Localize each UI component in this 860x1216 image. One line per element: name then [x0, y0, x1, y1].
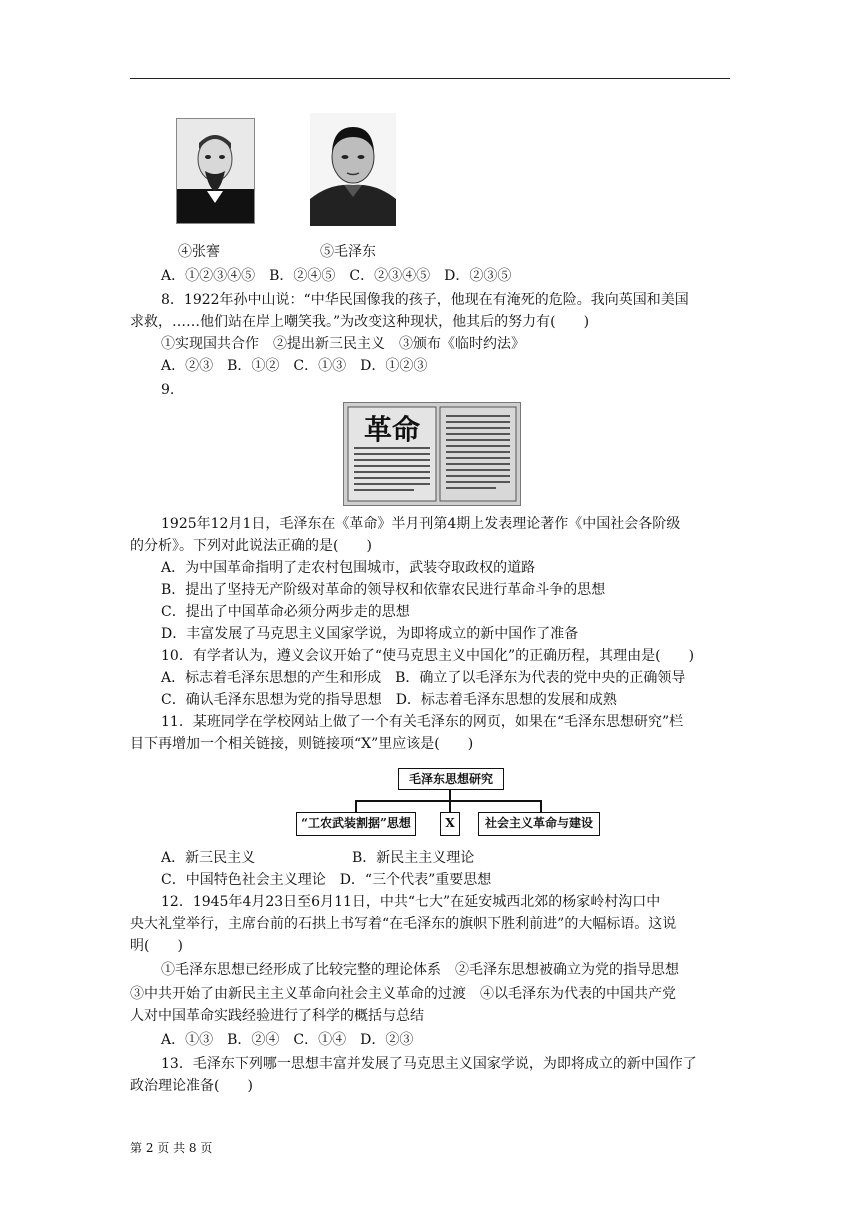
q9-option-b: B．提出了坚持无产阶级对革命的领导权和依靠农民进行革命斗争的思想 [161, 582, 606, 598]
q10-stem: 10．有学者认为，遵义会议开始了“使马克思主义中国化”的正确历程，其理由是( ) [161, 648, 695, 664]
newspaper-title: 革命 [364, 413, 421, 446]
q8-stem-line2: 求救，……他们站在岸上嘲笑我。”为改变这种现状，他其后的努力有( ) [130, 314, 590, 330]
q9-stem-line2: 的分析》。下列对此说法正确的是( ) [130, 538, 372, 554]
header-rule [130, 78, 730, 79]
caption-zhang-jian: ④张謇 [178, 244, 220, 260]
q12-items-line1: ①毛泽东思想已经形成了比较完整的理论体系 ②毛泽东思想被确立为党的指导思想 [161, 962, 679, 978]
q9-option-a: A．为中国革命指明了走农村包围城市，武装夺取政权的道路 [161, 560, 536, 576]
q10-options-row2: C．确认毛泽东思想为党的指导思想 D．标志着毛泽东思想的发展和成熟 [161, 692, 617, 708]
q7-options: A．①②③④⑤ B．②④⑤ C．②③④⑤ D．②③⑤ [161, 268, 512, 284]
portrait-mao-zedong [310, 113, 396, 226]
q12-stem-line1: 12．1945年4月23日至6月11日，中共“七大”在延安城西北郊的杨家岭村沟口中 [161, 894, 661, 910]
q8-items: ①实现国共合作 ②提出新三民主义 ③颁布《临时约法》 [161, 336, 525, 352]
q8-stem-line1: 8．1922年孙中山说：“中华民国像我的孩子，他现在有淹死的危险。我向英国和美国 [161, 292, 689, 308]
diagram-connector [355, 800, 357, 812]
diagram-connector [449, 790, 451, 800]
diagram-top-box: 毛泽东思想研究 [398, 768, 504, 790]
q11-stem-line2: 目下再增加一个相关链接，则链接项“X”里应该是( ) [130, 736, 474, 752]
page-footer: 第 2 页 共 8 页 [130, 1141, 213, 1155]
q9-option-c: C．提出了中国革命必须分两步走的思想 [161, 604, 410, 620]
q13-stem-line2: 政治理论准备( ) [130, 1078, 253, 1094]
q12-items-line3: 人对中国革命实践经验进行了科学的概括与总结 [130, 1008, 424, 1024]
q12-stem-line2: 央大礼堂举行，主席台前的石拱上书写着“在毛泽东的旗帜下胜利前进”的大幅标语。这说 [130, 916, 677, 932]
q11-options-row2: C．中国特色社会主义理论 D．“三个代表”重要思想 [161, 872, 492, 888]
diagram-left-box: “工农武装割据”思想 [296, 812, 416, 836]
q13-stem-line1: 13．毛泽东下列哪一思想丰富并发展了马克思主义国家学说，为即将成立的新中国作了 [161, 1056, 697, 1072]
q12-options: A．①③ B．②④ C．①④ D．②③ [161, 1032, 414, 1048]
diagram-x-box: X [440, 812, 460, 836]
diagram-connector [449, 800, 451, 812]
caption-mao-zedong: ⑤毛泽东 [320, 244, 376, 260]
q11-option-a: A．新三民主义 [161, 850, 256, 866]
q9-stem-line1: 1925年12月1日，毛泽东在《革命》半月刊第4期上发表理论著作《中国社会各阶级 [161, 516, 681, 532]
portrait-zhang-jian [176, 118, 255, 224]
q12-stem-line3: 明( ) [130, 938, 183, 954]
diagram-connector [540, 800, 542, 812]
diagram-connector [355, 800, 541, 802]
diagram-right-box: 社会主义革命与建设 [478, 812, 600, 836]
q8-options: A．②③ B．①② C．①③ D．①②③ [161, 358, 428, 374]
q11-option-b: B．新民主主义理论 [352, 850, 475, 866]
q12-items-line2: ③中共开始了由新民主主义革命向社会主义革命的过渡 ④以毛泽东为代表的中国共产党 [130, 986, 676, 1002]
q9-option-d: D．丰富发展了马克思主义国家学说，为即将成立的新中国作了准备 [161, 626, 579, 642]
q11-stem-line1: 11．某班同学在学校网站上做了一个有关毛泽东的网页，如果在“毛泽东思想研究”栏 [161, 714, 684, 730]
newspaper-revolution-image [343, 402, 521, 506]
q10-options-row1: A．标志着毛泽东思想的产生和形成 B．确立了以毛泽东为代表的党中央的正确领导 [161, 670, 686, 686]
q9-number: 9. [161, 382, 175, 398]
